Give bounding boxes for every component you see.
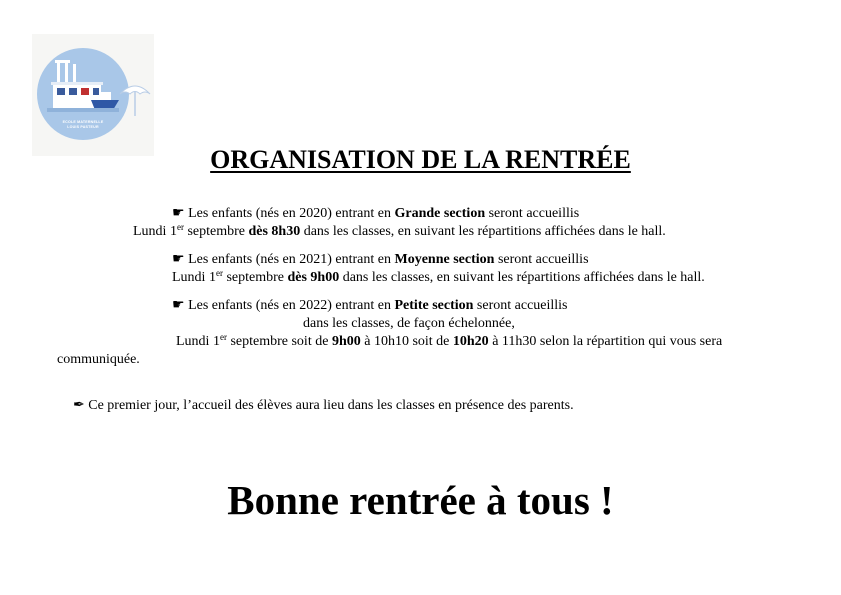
petite-section-time-2: 10h20 <box>452 334 489 349</box>
first-day-text: Ce premier jour, l’accueil des élèves aura lieu dans les classes en présence des parents. <box>88 398 574 413</box>
grande-section-time: dès 8h30 <box>248 224 301 239</box>
grande-section-line-1 <box>172 205 579 222</box>
text-segment: Les enfants (nés en 2022) entrant en <box>188 298 395 313</box>
moyenne-section-label: Moyenne section <box>394 252 495 267</box>
first-day-note <box>73 397 574 414</box>
ordinal-suffix: er <box>219 332 227 342</box>
text-segment: septembre soit de <box>226 334 332 349</box>
text-segment: dans les classes, en suivant les répartitions affichées dans le hall. <box>300 224 666 239</box>
petite-section-time-1: 9h00 <box>331 334 361 349</box>
text-segment: dans les classes, en suivant les répartitions affichées dans le hall. <box>339 270 705 285</box>
text-segment: Lundi 1 <box>172 270 216 285</box>
text-segment: septembre <box>222 270 288 285</box>
writing-hand-icon: ✒ <box>73 398 85 413</box>
text-segment: à 10h10 soit de <box>360 334 453 349</box>
text-segment: seront accueillis <box>473 298 568 313</box>
text-segment: seront accueillis <box>494 252 589 267</box>
closing-message: Bonne rentrée à tous ! <box>227 477 614 523</box>
ordinal-suffix: er <box>176 222 184 232</box>
logo-circle <box>37 48 129 140</box>
logo-text-line1: ECOLE MATERNELLE <box>62 120 104 124</box>
text-segment: à 11h30 selon la répartition qui vous sera <box>488 334 723 349</box>
pointing-hand-icon: ☛ <box>172 298 185 313</box>
text-segment: seront accueillis <box>485 206 580 221</box>
pointing-hand-icon: ☛ <box>172 252 185 267</box>
ordinal-suffix: er <box>215 268 223 278</box>
petite-section-line-4: communiquée. <box>57 352 140 367</box>
text-segment: septembre <box>183 224 249 239</box>
text-segment: Lundi 1 <box>133 224 177 239</box>
moyenne-section-line-1 <box>172 251 589 268</box>
grande-section-label: Grande section <box>394 206 486 221</box>
moyenne-section-line-2 <box>172 269 705 286</box>
petite-section-line-3 <box>176 333 722 350</box>
logo-text-line2: LOUIS PASTEUR <box>67 125 99 129</box>
petite-section-line-1 <box>172 297 568 314</box>
grande-section-line-2 <box>133 223 666 240</box>
text-segment: Lundi 1 <box>176 334 220 349</box>
pointing-hand-icon: ☛ <box>172 206 185 221</box>
moyenne-section-time: dès 9h00 <box>287 270 340 285</box>
umbrella-icon <box>118 78 152 118</box>
petite-section-label: Petite section <box>394 298 474 313</box>
school-logo <box>32 34 154 156</box>
text-segment: Les enfants (nés en 2020) entrant en <box>188 206 395 221</box>
text-segment: Les enfants (nés en 2021) entrant en <box>188 252 395 267</box>
petite-section-line-2: dans les classes, de façon échelonnée, <box>303 316 515 331</box>
page-title: ORGANISATION DE LA RENTRÉE <box>210 145 631 174</box>
